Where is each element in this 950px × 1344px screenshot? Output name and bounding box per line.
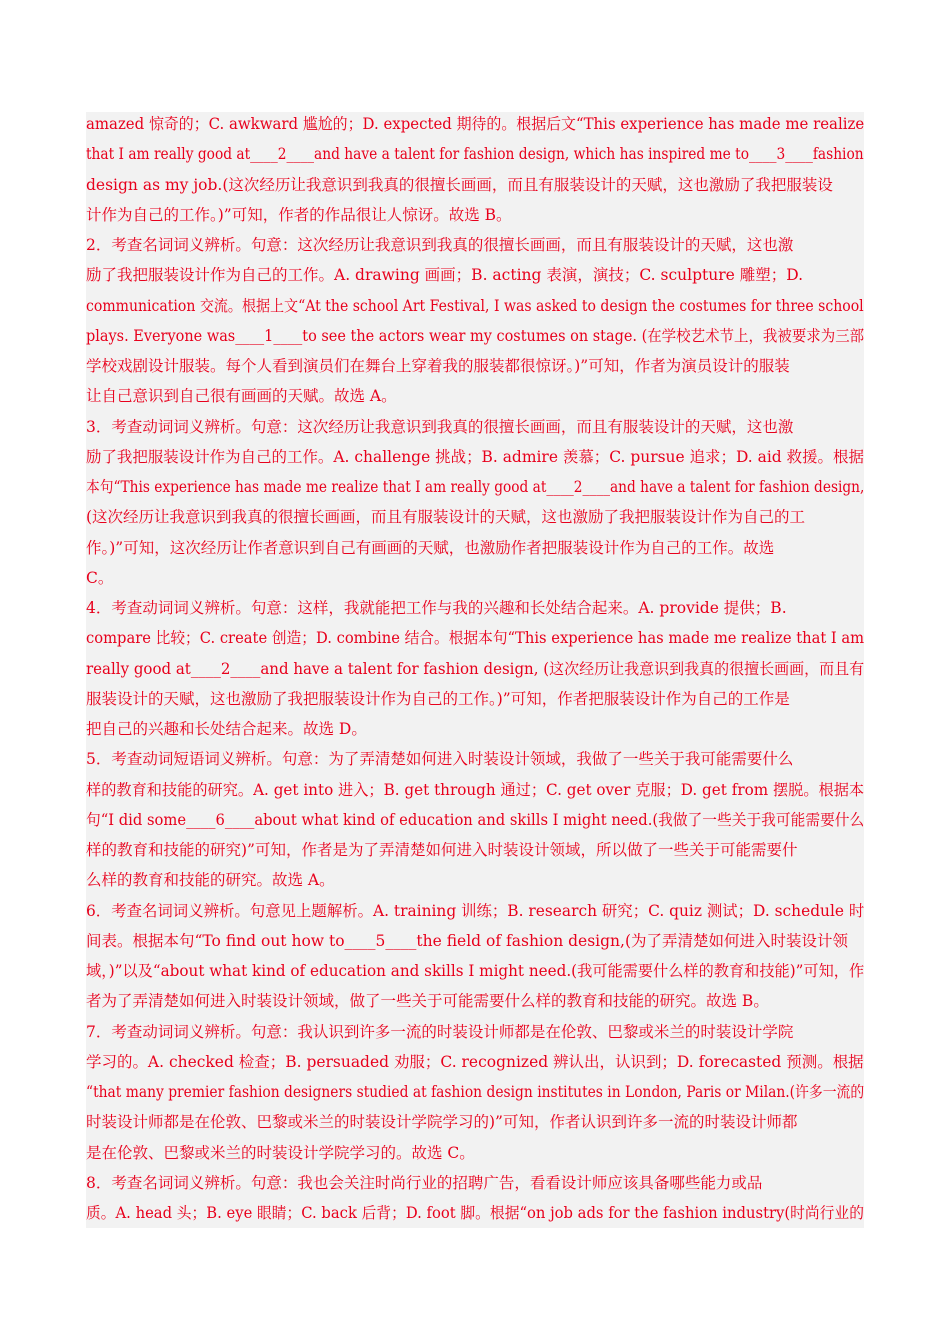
text-line: communication 交流。根据上文“At the school Art Festival, I was asked to design the costumes for three school — [86, 296, 864, 315]
text-line: that I am really good at____2____and have a talent for fashion design, which has inspired me to____3____fashion — [86, 145, 864, 164]
text-line: 域，)”以及“about what kind of education and skills I might need.(我可能需要什么样的教育和技能)”可知，作 — [86, 962, 865, 980]
text-line: 是在伦敦、巴黎或米兰的时装设计学院学习的。故选 C。 — [86, 1143, 475, 1162]
text-line: 服装设计的天赋，这也激励了我把服装设计作为自己的工作。)”可知，作者把服装设计作为自己的工作是 — [86, 689, 790, 708]
text-line: (这次经历让我意识到我真的很擅长画画，而且有服装设计的天赋，这也激励了我把服装设计作为自己的工 — [86, 508, 806, 527]
text-line: 作。)”可知，这次经历让作者意识到自己有画画的天赋，也激励作者把服装设计作为自己的工作。故选 — [86, 538, 775, 557]
text-line: 7．考查动词词义辨析。句意：我认识到许多一流的时装设计师都是在伦敦、巴黎或米兰的时装设计学院 — [86, 1022, 794, 1041]
text-line: C。 — [86, 568, 114, 587]
text-line: really good at____2____and have a talent for fashion design, (这次经历让我意识到我真的很擅长画画，而且有 — [86, 659, 865, 678]
text-line: 者为了弄清楚如何进入时装设计领域，做了一些关于可能需要什么样的教育和技能的研究。故选 B。 — [86, 992, 769, 1011]
text-line: 让自己意识到自己很有画画的天赋。故选 A。 — [86, 387, 397, 406]
text-line: 样的教育和技能的研究)”可知，作者是为了弄清楚如何进入时装设计领域，所以做了一些关于可能需要什 — [86, 841, 798, 859]
text-line: 励了我把服装设计作为自己的工作。A. challenge 挑战；B. admire 羡慕；C. pursue 追求；D. aid 救援。根据 — [86, 447, 864, 466]
text-line: “that many premier fashion designers studied at fashion design institutes in London, Paris or Milan.(许多一流的 — [86, 1083, 865, 1101]
text-line: 时装设计师都是在伦敦、巴黎或米兰的时装设计学院学习的)”可知，作者认识到许多一流的时装设计师都 — [86, 1113, 798, 1132]
text-line: 2．考查名词词义辨析。句意：这次经历让我意识到我真的很擅长画画，而且有服装设计的天赋，这也激 — [86, 236, 794, 254]
text-line: 质。A. head 头；B. eye 眼睛；C. back 后背；D. foot 脚。根据“on job ads for the fashion industry(时尚行业的 — [86, 1204, 864, 1222]
text-line: 句“I did some____6____about what kind of education and skills I might need.(我做了一些关于我可能需要什么 — [86, 810, 865, 829]
text-line: amazed 惊奇的；C. awkward 尴尬的；D. expected 期待的。根据后文“This experience has made me realize — [86, 115, 865, 133]
text-line: 么样的教育和技能的研究。故选 A。 — [86, 871, 335, 890]
text-line: 8．考查名词词义辨析。句意：我也会关注时尚行业的招聘广告，看看设计师应该具备哪些能力或品 — [86, 1173, 763, 1192]
text-line: 4．考查动词词义辨析。句意：这样，我就能把工作与我的兴趣和长处结合起来。A. provide 提供；B. — [86, 599, 787, 617]
text-line: 样的教育和技能的研究。A. get into 进入；B. get through 通过；C. get over 克服；D. get from 摆脱。根据本 — [86, 780, 865, 799]
text-line: 励了我把服装设计作为自己的工作。A. drawing 画画；B. acting 表演，演技；C. sculpture 雕塑；D. — [86, 266, 804, 285]
text-line: 间表。根据本句“To find out how to____5____the field of fashion design,(为了弄清楚如何进入时装设计领 — [86, 931, 849, 950]
text-line: 3．考查动词词义辨析。句意：这次经历让我意识到我真的很擅长画画，而且有服装设计的天赋，这也激 — [86, 417, 794, 436]
text-line: compare 比较；C. create 创造；D. combine 结合。根据本句“This experience has made me realize that I am — [86, 629, 865, 648]
text-line: plays. Everyone was____1____to see the actors wear my costumes on stage. (在学校艺术节上，我被要求为三部 — [86, 326, 865, 345]
text-line: 5．考查动词短语词义辨析。句意：为了弄清楚如何进入时装设计领域，我做了一些关于我可能需要什么 — [86, 750, 794, 769]
text-line: 把自己的兴趣和长处结合起来。故选 D。 — [86, 720, 367, 738]
text-line: 6．考查名词词义辨析。句意见上题解析。A. training 训练；B. research 研究；C. quiz 测试；D. schedule 时 — [86, 901, 865, 920]
text-line: design as my job.(这次经历让我意识到我真的很擅长画画，而且有服装设计的天赋，这也激励了我把服装设 — [86, 175, 833, 194]
text-line: 计作为自己的工作。)”可知，作者的作品很让人惊讶。故选 B。 — [86, 205, 512, 224]
text-line: 学校戏剧设计服装。每个人看到演员们在舞台上穿着我的服装都很惊讶。)”可知，作者为演员设计的服装 — [86, 357, 790, 375]
text-line: 本句“This experience has made me realize that I am really good at____2____and have a talent for fashion design, — [86, 478, 865, 496]
text-line: 学习的。A. checked 检查；B. persuaded 劝服；C. recognized 辨认出，认识到；D. forecasted 预测。根据 — [86, 1052, 864, 1071]
